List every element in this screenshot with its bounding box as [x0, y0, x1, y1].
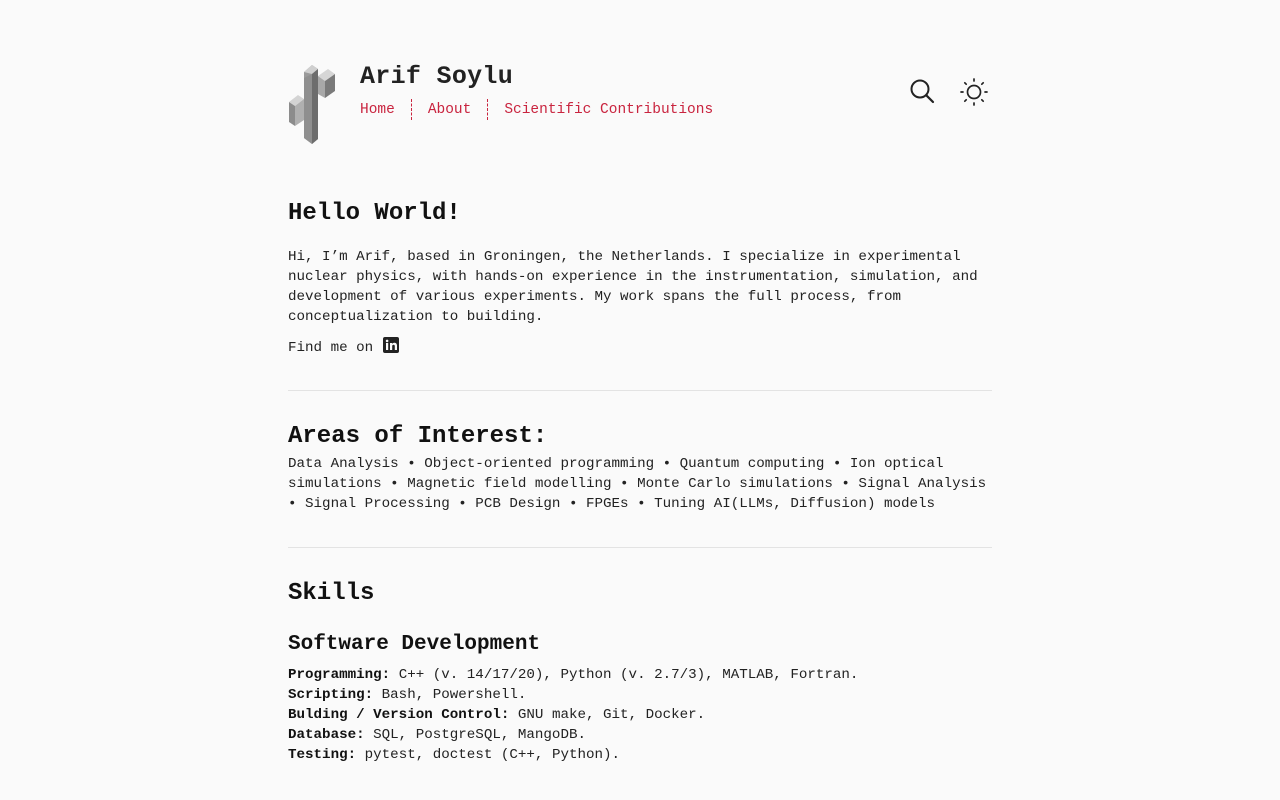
- linkedin-link[interactable]: [373, 340, 399, 356]
- skill-label: Database:: [288, 727, 365, 743]
- logo-icon: [288, 64, 336, 146]
- skill-value: Bash, Powershell.: [381, 687, 527, 703]
- skill-value: C++ (v. 14/17/20), Python (v. 2.7/3), MATLAB, Fortran.: [398, 667, 859, 683]
- section-divider: [288, 390, 992, 391]
- skill-row: [288, 665, 992, 685]
- nav-about[interactable]: About: [427, 101, 472, 118]
- interests-heading: Areas of Interest:: [288, 423, 548, 450]
- site-header: [288, 0, 992, 150]
- search-button[interactable]: [909, 78, 937, 106]
- linkedin-icon: [383, 337, 399, 353]
- main-nav: [360, 99, 713, 120]
- nav-separator: [411, 99, 412, 120]
- site-logo[interactable]: [288, 64, 336, 146]
- skill-row: [288, 725, 992, 745]
- site-title[interactable]: Arif Soylu: [360, 62, 514, 91]
- skill-value: GNU make, Git, Docker.: [517, 707, 706, 723]
- find-me-label: Find me on: [288, 340, 374, 356]
- software-development-heading: Software Development: [288, 633, 541, 656]
- skill-label: Scripting:: [288, 687, 374, 703]
- skill-label: Bulding / Version Control:: [288, 707, 510, 723]
- skill-value: pytest, doctest (C++, Python).: [364, 747, 621, 763]
- skill-label: Programming:: [288, 667, 391, 683]
- find-me-line: [288, 337, 988, 358]
- skills-heading: Skills: [288, 580, 375, 607]
- interests-list: Data Analysis • Object-oriented programming • Quantum computing • Ion optical simulations • Magnetic field modelling • Monte Carlo simulations • Signal Analysis • Signal Processing • PCB Design • FPGEs • Tuning AI(LLMs, Diffusion) models: [288, 456, 987, 512]
- sun-icon: [960, 78, 988, 106]
- theme-toggle-button[interactable]: [960, 78, 988, 106]
- search-icon: [909, 78, 937, 106]
- skill-row: [288, 685, 992, 705]
- skills-list: [288, 665, 992, 765]
- skill-value: SQL, PostgreSQL, MangoDB.: [373, 727, 586, 743]
- nav-home[interactable]: Home: [360, 101, 395, 118]
- section-divider: [288, 547, 992, 548]
- skill-row: [288, 745, 992, 765]
- skill-label: Testing:: [288, 747, 357, 763]
- nav-scientific-contributions[interactable]: Scientific Contributions: [504, 101, 714, 118]
- intro-text: Hi, I’m Arif, based in Groningen, the Netherlands. I specialize in experimental nuclear physics, with hands-on experience in the instrumentation, simulation, and development of various experiments. My work spans the full process, from conceptualization to building.: [288, 249, 978, 325]
- nav-separator: [487, 99, 488, 120]
- page-container: [288, 0, 992, 763]
- hello-heading: Hello World!: [288, 200, 461, 227]
- skill-row: [288, 705, 992, 725]
